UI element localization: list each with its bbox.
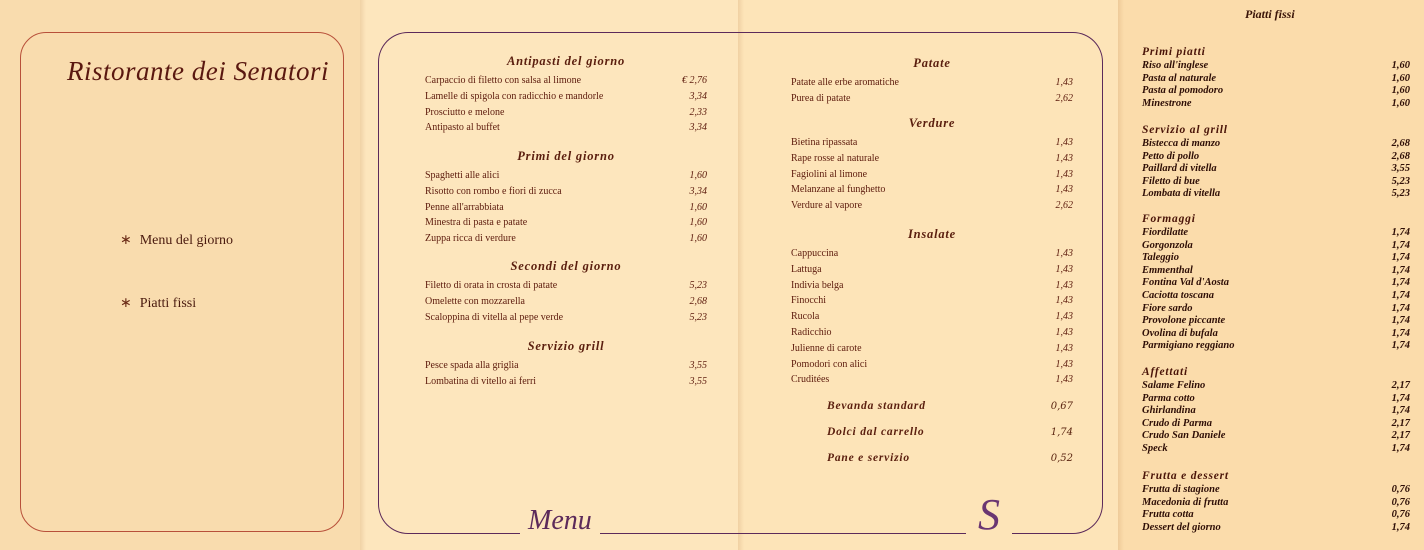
item-price: 3,34 <box>689 185 707 197</box>
item-name: Filetto di bue <box>1142 175 1200 187</box>
menu-item <box>1142 497 1410 510</box>
extra-item <box>827 426 1073 438</box>
item-name: Crudo di Parma <box>1142 417 1213 429</box>
item-price: 5,23 <box>1391 188 1410 200</box>
item-name: Paillard di vitella <box>1142 163 1217 175</box>
item-name: Radicchio <box>791 326 832 338</box>
menu-section <box>425 149 707 247</box>
menu-item <box>791 167 1073 183</box>
item-price: 1,60 <box>689 233 707 245</box>
menu-item <box>1142 277 1410 290</box>
item-price: 3,34 <box>689 90 707 102</box>
menu-item <box>791 278 1073 294</box>
menu-item <box>1142 188 1410 201</box>
section-title: Insalate <box>907 227 957 241</box>
section-title: Primi del giorno <box>517 149 615 163</box>
fixed-menu-panel <box>1118 0 1424 550</box>
menu-item <box>1142 405 1410 418</box>
item-name: Cruditées <box>791 374 830 386</box>
item-price: 1,74 <box>1391 392 1410 404</box>
item-name: Risotto con rombo e fiori di zucca <box>425 185 562 197</box>
menu-item <box>425 168 707 184</box>
item-name: Julienne di carote <box>791 342 862 354</box>
item-name: Ovolina di bufala <box>1142 327 1218 339</box>
menu-item <box>791 75 1073 91</box>
fixed-section <box>1142 366 1410 456</box>
extra-name: Pane e servizio <box>827 452 910 464</box>
item-name: Antipasto al buffet <box>425 122 500 134</box>
item-price: 1,74 <box>1391 277 1410 289</box>
item-name: Gorgonzola <box>1142 239 1193 251</box>
section-title: Antipasti del giorno <box>506 54 626 68</box>
item-name: Macedonia di frutta <box>1142 496 1229 508</box>
menu-item <box>791 341 1073 357</box>
section-title: Servizio al grill <box>1142 124 1228 136</box>
extra-price: 0,67 <box>1050 401 1073 412</box>
item-price: 1,60 <box>689 201 707 213</box>
item-price: 1,43 <box>1055 311 1073 323</box>
extra-item <box>827 452 1073 464</box>
item-price: 1,60 <box>1391 97 1410 109</box>
menu-section <box>791 227 1073 388</box>
item-name: Pasta al pomodoro <box>1142 85 1224 97</box>
nav-label: Menu del giorno <box>139 233 234 248</box>
item-price: 2,68 <box>689 295 707 307</box>
item-name: Ghirlandina <box>1142 405 1196 417</box>
fixed-section <box>1142 470 1410 534</box>
item-name: Pasta al naturale <box>1142 72 1217 84</box>
menu-item <box>1142 138 1410 151</box>
item-price: 1,43 <box>1055 374 1073 386</box>
menu-item <box>1142 418 1410 431</box>
item-name: Penne all'arrabbiata <box>425 201 504 213</box>
menu-section <box>425 259 707 325</box>
extra-price: 1,74 <box>1050 427 1073 438</box>
menu-item <box>425 89 707 105</box>
menu-section <box>791 116 1073 214</box>
item-name: Rape rosse al naturale <box>791 152 880 164</box>
menu-item <box>1142 443 1410 456</box>
menu-item <box>1142 85 1410 98</box>
item-name: Lamelle di spigola con radicchio e mandorle <box>425 90 604 102</box>
item-price: 1,74 <box>1391 227 1410 238</box>
item-name: Carpaccio di filetto con salsa al limone <box>425 75 582 86</box>
item-name: Verdure al vapore <box>791 200 863 212</box>
item-price: 0,76 <box>1391 509 1410 521</box>
menu-item <box>791 293 1073 309</box>
section-title: Verdure <box>908 116 956 130</box>
item-name: Speck <box>1142 442 1168 454</box>
item-price: 3,55 <box>1391 163 1410 175</box>
item-name: Purea di patate <box>791 92 851 104</box>
item-name: Fagiolini al limone <box>791 168 868 180</box>
extra-item <box>827 400 1073 412</box>
bullet-icon: ∗ <box>120 233 132 248</box>
menu-item <box>791 135 1073 151</box>
menu-item <box>1142 430 1410 443</box>
menu-item <box>1142 393 1410 406</box>
item-price: 1,43 <box>1055 184 1073 196</box>
menu-item <box>1142 265 1410 278</box>
menu-item <box>1142 227 1410 240</box>
menu-item <box>425 310 707 326</box>
item-name: Lombatina di vitello ai ferri <box>425 375 537 387</box>
item-price: 1,74 <box>1391 252 1410 264</box>
item-name: Minestra di pasta e patate <box>425 217 528 229</box>
section-title: Formaggi <box>1142 213 1196 225</box>
menu-item <box>425 358 707 374</box>
menu-item <box>1142 380 1410 393</box>
menu-item <box>1142 522 1410 535</box>
menu-item <box>1142 303 1410 316</box>
item-price: 2,68 <box>1391 138 1410 149</box>
item-name: Prosciutto e melone <box>425 106 505 118</box>
extra-price: 0,52 <box>1050 453 1073 464</box>
item-name: Caciotta toscana <box>1142 289 1215 301</box>
menu-item <box>1142 163 1410 176</box>
item-price: 1,60 <box>1391 60 1410 71</box>
item-price: 1,60 <box>1391 72 1410 84</box>
item-name: Fiordilatte <box>1142 227 1189 238</box>
menu-item <box>1142 98 1410 111</box>
item-price: 1,74 <box>1391 315 1410 327</box>
item-name: Bistecca di manzo <box>1142 138 1221 149</box>
menu-item <box>1142 73 1410 86</box>
menu-item <box>1142 484 1410 497</box>
menu-item <box>1142 340 1410 353</box>
nav-label: Piatti fissi <box>139 296 197 311</box>
item-price: 2,68 <box>1391 150 1410 162</box>
section-title: Secondi del giorno <box>510 259 622 273</box>
menu-item <box>1142 509 1410 522</box>
item-price: 1,74 <box>1391 405 1410 417</box>
menu-item <box>1142 240 1410 253</box>
item-price: 1,43 <box>1055 295 1073 307</box>
item-price: 5,23 <box>1391 175 1410 187</box>
menu-section <box>425 54 707 136</box>
menu-item <box>791 91 1073 107</box>
menu-section <box>791 56 1073 107</box>
menu-signature: Menu <box>520 505 600 537</box>
item-name: Crudo San Daniele <box>1142 430 1226 442</box>
menu-item <box>425 120 707 136</box>
menu-item <box>425 294 707 310</box>
menu-item <box>425 184 707 200</box>
item-price: 2,17 <box>1391 417 1410 429</box>
menu-item <box>791 198 1073 214</box>
item-name: Patate alle erbe aromatiche <box>791 77 899 88</box>
item-name: Pomodori con alici <box>791 358 868 370</box>
item-name: Provolone piccante <box>1142 315 1226 327</box>
item-name: Parma cotto <box>1142 392 1195 404</box>
item-name: Fiore sardo <box>1142 302 1193 314</box>
fixed-section <box>1142 46 1410 110</box>
item-name: Frutta di stagione <box>1142 484 1220 495</box>
item-name: Zuppa ricca di verdure <box>425 233 516 245</box>
menu-left-panel <box>360 0 738 550</box>
item-name: Pesce spada alla griglia <box>425 360 519 371</box>
fixed-menu-title: Piatti fissi <box>1245 7 1295 21</box>
menu-item <box>1142 290 1410 303</box>
section-title: Frutta e dessert <box>1142 470 1229 482</box>
item-name: Melanzane al funghetto <box>791 184 886 196</box>
item-name: Finocchi <box>791 295 826 307</box>
item-name: Fontina Val d'Aosta <box>1142 277 1229 289</box>
item-price: 2,62 <box>1055 92 1073 104</box>
item-name: Dessert del giorno <box>1142 521 1221 533</box>
menu-item <box>791 357 1073 373</box>
section-title: Patate <box>913 56 951 70</box>
item-price: 1,60 <box>689 217 707 229</box>
item-price: 1,60 <box>1391 85 1410 97</box>
item-price: 2,62 <box>1055 200 1073 212</box>
item-price: 2,17 <box>1391 430 1410 442</box>
item-name: Lattuga <box>791 263 822 275</box>
item-name: Parmigiano reggiano <box>1142 340 1235 352</box>
fixed-section <box>1142 124 1410 201</box>
section-title: Primi piatti <box>1142 46 1206 58</box>
item-name: Emmenthal <box>1142 264 1193 276</box>
item-price: 0,76 <box>1391 496 1410 508</box>
menu-item <box>791 309 1073 325</box>
item-price: 1,74 <box>1391 327 1410 339</box>
item-price: 1,60 <box>689 170 707 181</box>
menu-item <box>791 325 1073 341</box>
item-price: 2,33 <box>689 106 707 118</box>
item-price: 1,74 <box>1391 521 1410 533</box>
item-name: Indivia belga <box>791 279 844 291</box>
menu-section <box>425 339 707 390</box>
section-title: Servizio grill <box>527 339 605 353</box>
item-price: 1,43 <box>1055 152 1073 164</box>
item-price: 5,23 <box>689 280 707 291</box>
nav-menu-del-giorno[interactable] <box>120 232 233 249</box>
item-price: 3,34 <box>689 122 707 134</box>
nav-piatti-fissi[interactable] <box>120 295 196 312</box>
item-price: 1,43 <box>1055 326 1073 338</box>
item-name: Petto di pollo <box>1142 150 1200 162</box>
item-name: Filetto di orata in crosta di patate <box>425 280 558 291</box>
page-fold <box>360 0 366 550</box>
item-price: 0,76 <box>1391 484 1410 495</box>
item-price: 1,43 <box>1055 77 1073 88</box>
item-name: Lombata di vitella <box>1142 188 1221 200</box>
menu-item <box>791 262 1073 278</box>
item-price: 2,17 <box>1391 380 1410 391</box>
menu-item <box>791 246 1073 262</box>
item-price: 1,74 <box>1391 302 1410 314</box>
page-fold <box>1118 0 1124 550</box>
menu-item <box>425 73 707 89</box>
restaurant-name: Ristorante dei Senatori <box>67 56 329 86</box>
menu-item <box>425 105 707 121</box>
item-name: Cappuccina <box>791 248 839 259</box>
item-name: Rucola <box>791 311 820 323</box>
item-price: 1,43 <box>1055 137 1073 148</box>
menu-item <box>1142 60 1410 73</box>
item-name: Frutta cotta <box>1142 509 1194 521</box>
item-price: 1,43 <box>1055 263 1073 275</box>
item-price: 1,74 <box>1391 442 1410 454</box>
menu-item <box>791 372 1073 388</box>
cover-frame <box>20 32 344 532</box>
item-price: 1,43 <box>1055 358 1073 370</box>
menu-item <box>1142 315 1410 328</box>
item-price: 3,55 <box>689 360 707 371</box>
menu-item <box>425 200 707 216</box>
menu-item <box>1142 328 1410 341</box>
item-name: Omelette con mozzarella <box>425 295 525 307</box>
menu-item <box>1142 252 1410 265</box>
menu-item <box>1142 151 1410 164</box>
item-price: 1,74 <box>1391 289 1410 301</box>
item-price: 5,23 <box>689 311 707 323</box>
item-name: Taleggio <box>1142 252 1179 264</box>
section-title: Affettati <box>1142 366 1188 378</box>
menu-item <box>425 278 707 294</box>
item-price: 1,74 <box>1391 340 1410 352</box>
menu-item <box>425 215 707 231</box>
bullet-icon: ∗ <box>120 296 132 311</box>
item-price: 1,74 <box>1391 239 1410 251</box>
item-price: 1,74 <box>1391 264 1410 276</box>
item-price: 1,43 <box>1055 342 1073 354</box>
cover-panel <box>0 0 360 550</box>
item-name: Salame Felino <box>1142 380 1206 391</box>
item-name: Scaloppina di vitella al pepe verde <box>425 311 564 323</box>
monogram-logo: S <box>966 492 1012 538</box>
menu-item <box>791 151 1073 167</box>
extra-name: Bevanda standard <box>827 400 926 412</box>
item-name: Bietina ripassata <box>791 137 858 148</box>
item-price: 1,43 <box>1055 279 1073 291</box>
item-name: Minestrone <box>1142 97 1192 109</box>
menu-item <box>1142 176 1410 189</box>
item-name: Riso all'inglese <box>1142 60 1209 71</box>
menu-right-panel <box>738 0 1118 550</box>
fixed-section <box>1142 213 1410 353</box>
item-price: 3,55 <box>689 375 707 387</box>
extra-name: Dolci dal carrello <box>827 426 925 438</box>
menu-item <box>425 374 707 390</box>
item-price: 1,43 <box>1055 248 1073 259</box>
item-name: Spaghetti alle alici <box>425 170 500 181</box>
item-price: € 2,76 <box>682 75 707 86</box>
menu-item <box>425 231 707 247</box>
item-price: 1,43 <box>1055 168 1073 180</box>
menu-item <box>791 182 1073 198</box>
